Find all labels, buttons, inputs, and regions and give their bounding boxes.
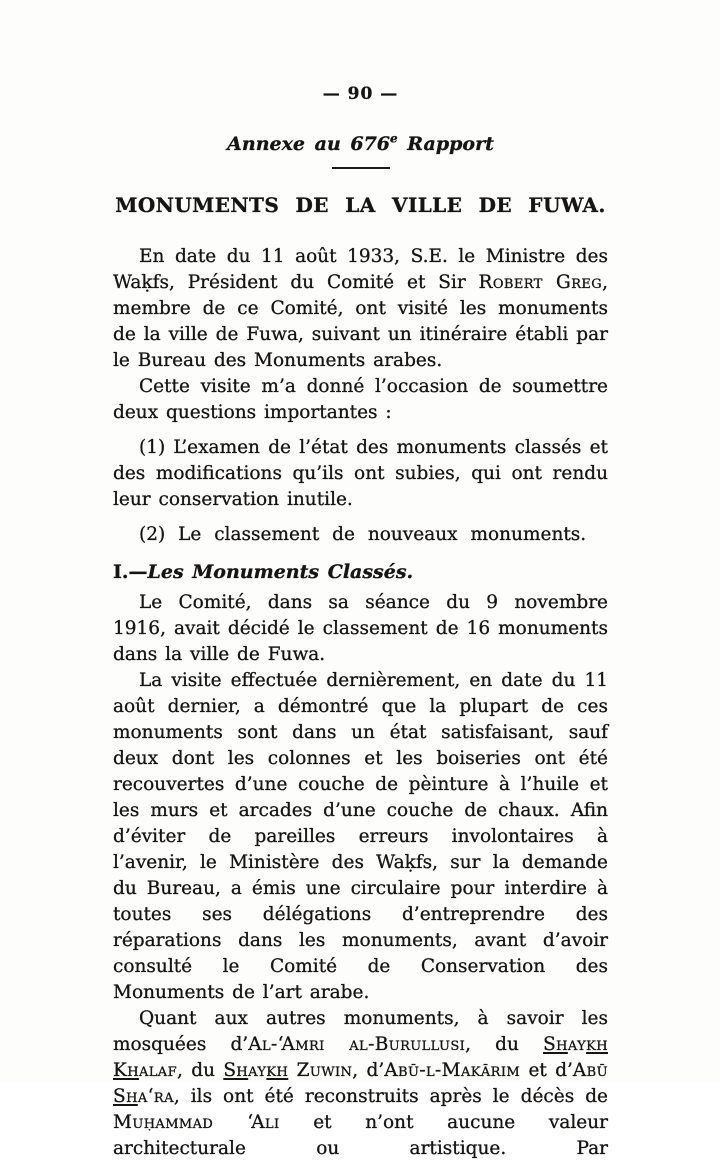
paragraph-mosquees — [113, 1006, 608, 1162]
text-run: , du — [465, 1034, 544, 1055]
text-run: Al-‘Amri al-Burullusi — [248, 1034, 466, 1055]
text-run: Sh — [113, 1086, 138, 1107]
text-run: (1) L’examen de l’état des monuments classés et des modifications qu’ils ont subies, qui ont rendu leur conservation inutile. — [113, 437, 608, 510]
text-run: Quant aux autres monuments, à savoir les mosquées d’ — [113, 1008, 608, 1055]
text-run: et d’ — [520, 1060, 573, 1081]
annex-text: Annexe au 676 — [227, 133, 391, 155]
text-run: En date du 11 août 1933, S.E. le Ministre des Waḳfs, Président du Comité et Sir — [113, 246, 608, 293]
paragraph-item-2 — [113, 522, 608, 548]
text-run: kh — [586, 1034, 608, 1055]
section-heading-monuments-classes — [113, 561, 608, 583]
text-run: Sh — [223, 1060, 249, 1081]
text-run: Zuwin — [296, 1060, 353, 1081]
text-run: (2) Le classement de nouveaux monuments. — [139, 524, 587, 545]
text-run: Le Comité, dans sa séance du 9 novembre 1916, avait décidé le classement de 16 monuments dans la ville de Fuwa. — [113, 592, 608, 665]
text-run: Abū — [572, 1060, 608, 1081]
paragraph-item-1 — [113, 435, 608, 513]
page-number: — 90 — — [322, 84, 399, 104]
text-run: Sh — [543, 1034, 568, 1055]
section-number: I.— — [113, 561, 148, 583]
text-run: Muḥammad ‘Ali — [113, 1112, 280, 1133]
text-run — [288, 1060, 296, 1081]
text-run: kh — [266, 1060, 289, 1081]
annex-text-suffix: Rapport — [397, 133, 494, 155]
annex-superscript: e — [390, 131, 398, 146]
text-run: et n’ont aucune valeur architecturale ou artistique. Par — [113, 1112, 609, 1159]
section-title: Les Monuments Classés. — [147, 561, 414, 583]
text-run: , membre de ce Comité, ont visité les monuments de la ville de Fuwa, suivant un itinéraire établi par le Bureau des Monuments arabes. — [113, 272, 608, 371]
text-run: Robert Greg — [478, 272, 603, 293]
text-run: alaf — [138, 1060, 177, 1081]
text-run: a‘ra — [137, 1086, 174, 1107]
text-run: Abū-l-Makārim — [384, 1060, 521, 1081]
divider-rule — [332, 167, 390, 169]
text-run: Cette visite m’a donné l’occasion de soumettre deux questions importantes : — [113, 376, 608, 423]
paragraph-intro-visit — [113, 244, 608, 374]
text-run: , ils ont été reconstruits après le décès de — [173, 1086, 608, 1107]
paragraph-seance-1916 — [113, 590, 608, 668]
text-run: , du — [177, 1060, 224, 1081]
paragraph-visite-aout — [113, 668, 608, 1006]
paragraph-two-questions — [113, 374, 608, 426]
text-run: Kh — [113, 1060, 139, 1081]
text-run: , d’ — [352, 1060, 385, 1081]
text-run: ay — [248, 1060, 267, 1081]
document-title: MONUMENTS DE LA VILLE DE FUWA. — [115, 193, 606, 217]
annex-heading — [113, 133, 608, 155]
text-run: La visite effectuée dernièrement, en date du 11 août dernier, a démontré que la plupart de ces monuments sont dans un état satisfaisant, sauf deux dont les colonnes et les boiseries ont été recouvertes d’une couche de pèinture à l’huile et les murs et arcades d’une couche de chaux. Afin d’éviter de pareilles erreurs involontaires à l’avenir, le Ministère des Waḳfs, sur la demande du Bureau, a émis une circulaire pour interdire à toutes ses délégations d’entreprendre des réparations dans les monuments, avant d’avoir consulté le Comité de Conservation des Monuments de l’art arabe. — [113, 670, 608, 1003]
text-run: ay — [567, 1034, 587, 1055]
